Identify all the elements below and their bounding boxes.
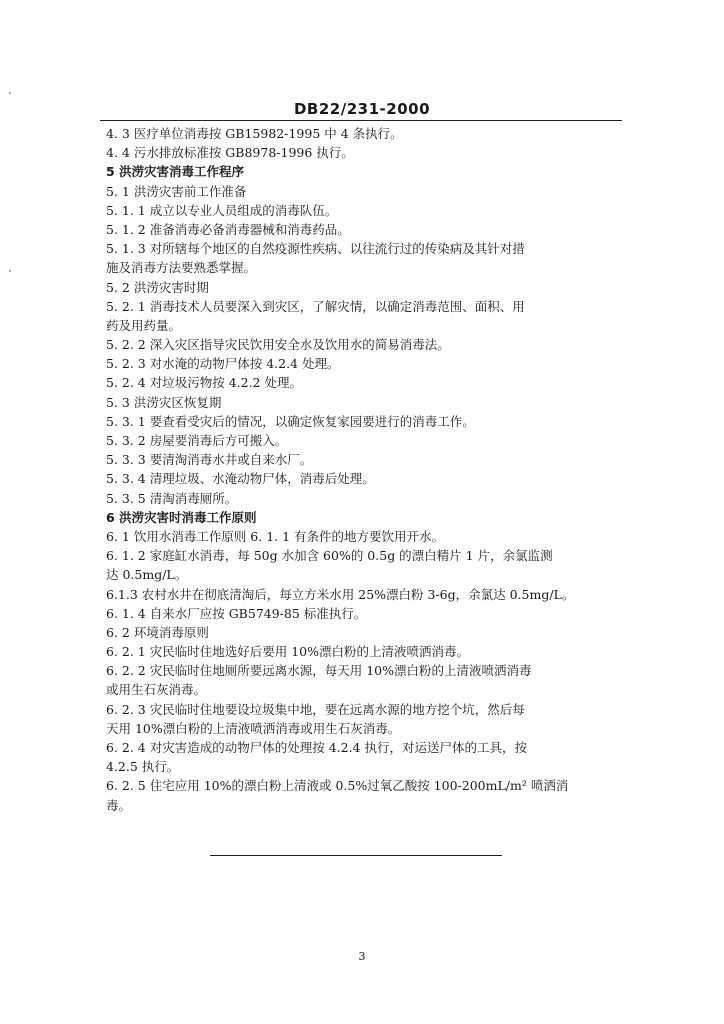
text-line: 5. 1. 3 对所辖每个地区的自然疫源性疾病、以往流行过的传染病及其针对措 (106, 241, 525, 257)
text-line: 5. 2 洪涝灾害时期 (106, 279, 209, 295)
document-body (106, 124, 626, 815)
text-line: 5. 3. 4 清理垃圾、水淹动物尸体，消毒后处理。 (106, 471, 375, 487)
text-line: 药及用药量。 (106, 317, 182, 333)
text-line: 5. 2. 2 深入灾区指导灾民饮用安全水及饮用水的简易消毒法。 (106, 337, 450, 353)
text-line: 5. 3 洪涝灾区恢复期 (106, 394, 222, 410)
text-line: 4. 4 污水排放标准按 GB8978-1996 执行。 (106, 145, 354, 161)
text-line: 4. 3 医疗单位消毒按 GB15982-1995 中 4 条执行。 (106, 126, 403, 141)
text-line: 5. 3. 1 要查看受灾后的情况，以确定恢复家园要进行的消毒工作。 (106, 413, 475, 429)
text-line: 6. 1. 4 自来水厂应按 GB5749-85 标准执行。 (106, 605, 367, 621)
text-line: 毒。 (106, 797, 132, 813)
text-line: 5. 3. 2 房屋要消毒后方可搬入。 (106, 433, 288, 448)
scan-speck (9, 270, 11, 272)
text-line: 6.1.3 农村水井在彻底清淘后，每立方米水用 25%漂白粉 3-6g，余氯达 0.5mg/L。 (106, 586, 575, 602)
page-number: 3 (358, 950, 366, 963)
text-line: 6. 2. 4 对灾害造成的动物尸体的处理按 4.2.4 执行，对运送尸体的工具，按 (106, 740, 527, 755)
text-line: 5. 2. 1 消毒技术人员要深入到灾区，了解灾情，以确定消毒范围、面积、用 (106, 298, 525, 314)
text-line: 或用生石灰消毒。 (106, 682, 207, 698)
text-line: 5. 1. 2 准备消毒必备消毒器械和消毒药品。 (106, 221, 350, 237)
text-line: 6. 2. 3 灾民临时住地要设垃圾集中地，要在远离水源的地方挖个坑，然后每 (106, 701, 525, 717)
text-line: 6. 2. 2 灾民临时住地厕所要远离水源，每天用 10%漂白粉的上清液喷洒消毒 (106, 663, 532, 679)
text-line: 天用 10%漂白粉的上清液喷洒消毒或用生石灰消毒。 (106, 720, 401, 736)
standard-code-header: DB22/231-2000 (293, 100, 431, 118)
text-line: 6. 1. 2 家庭缸水消毒，每 50g 水加含 60%的 0.5g 的漂白精片 1 片，余氯监测 (106, 548, 553, 564)
text-line: 6. 2. 5 住宅应用 10%的漂白粉上清液或 0.5%过氧乙酸按 100-200mL/m² 喷洒消 (106, 778, 569, 794)
text-line: 5. 1 洪涝灾害前工作准备 (106, 183, 247, 199)
section-heading: 5 洪涝灾害消毒工作程序 (106, 164, 245, 180)
section-heading: 6 洪涝灾害时消毒工作原则 (106, 509, 257, 525)
text-line: 6. 2 环境消毒原则 (106, 624, 209, 640)
text-line: 5. 2. 3 对水淹的动物尸体按 4.2.4 处理。 (106, 356, 340, 372)
text-line: 5. 3. 3 要清淘消毒水井或自来水厂。 (106, 452, 313, 468)
scan-speck (9, 92, 11, 94)
header-rule (100, 120, 622, 121)
text-line: 达 0.5mg/L。 (106, 567, 188, 583)
end-rule (210, 855, 502, 856)
text-line: 6. 2. 1 灾民临时住地选好后要用 10%漂白粉的上清液喷洒消毒。 (106, 644, 469, 660)
text-line: 5. 3. 5 清淘消毒厕所。 (106, 490, 238, 506)
text-line: 4.2.5 执行。 (106, 759, 180, 775)
text-line: 6. 1 饮用水消毒工作原则 6. 1. 1 有条件的地方要饮用开水。 (106, 528, 445, 544)
text-line: 5. 1. 1 成立以专业人员组成的消毒队伍。 (106, 202, 338, 218)
text-line: 5. 2. 4 对垃圾污物按 4.2.2 处理。 (106, 375, 302, 391)
text-line: 施及消毒方法要熟悉掌握。 (106, 260, 257, 276)
